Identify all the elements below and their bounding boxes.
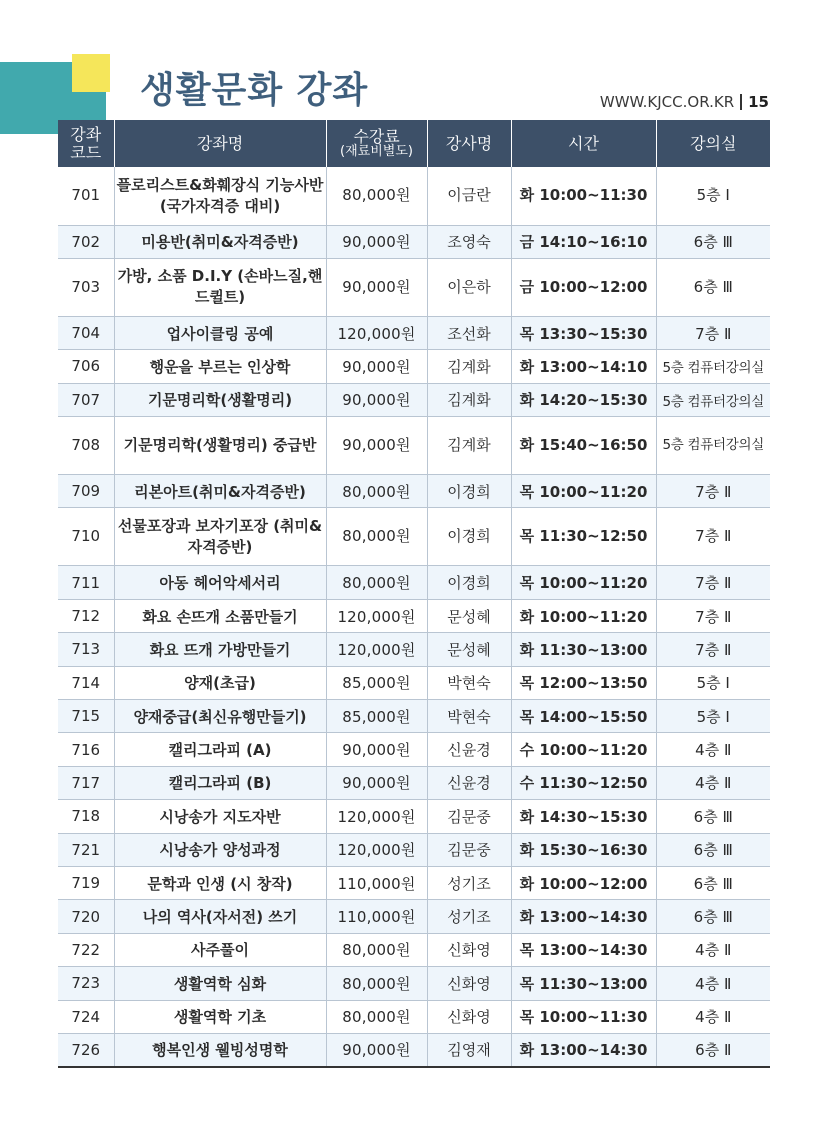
course-name: 기문명리학(생활명리) — [114, 383, 326, 416]
course-room: 6층 Ⅲ — [656, 866, 770, 899]
course-instructor: 김문중 — [427, 833, 511, 866]
course-name: 나의 역사(자서전) 쓰기 — [114, 900, 326, 933]
course-fee: 120,000원 — [326, 316, 427, 349]
course-code: 716 — [58, 733, 114, 766]
course-time: 화 15:30~16:30 — [511, 833, 656, 866]
course-code: 713 — [58, 633, 114, 666]
course-instructor: 조영숙 — [427, 225, 511, 258]
table-row — [58, 475, 770, 508]
course-fee: 110,000원 — [326, 900, 427, 933]
course-room: 7층 Ⅱ — [656, 566, 770, 599]
course-room: 7층 Ⅱ — [656, 599, 770, 632]
course-time: 화 11:30~13:00 — [511, 633, 656, 666]
course-fee: 120,000원 — [326, 800, 427, 833]
course-time: 화 10:00~12:00 — [511, 866, 656, 899]
course-name: 사주풀이 — [114, 933, 326, 966]
course-name: 캘리그라피 (A) — [114, 733, 326, 766]
course-time: 목 13:00~14:30 — [511, 933, 656, 966]
course-code: 704 — [58, 316, 114, 349]
course-instructor: 김계화 — [427, 383, 511, 416]
course-room: 7층 Ⅱ — [656, 475, 770, 508]
course-time: 화 14:30~15:30 — [511, 800, 656, 833]
column-header-time: 시간 — [511, 120, 656, 167]
table-row — [58, 866, 770, 899]
table-row — [58, 225, 770, 258]
course-name: 생활역학 기초 — [114, 1000, 326, 1033]
course-code: 711 — [58, 566, 114, 599]
table-row — [58, 316, 770, 349]
course-fee: 85,000원 — [326, 666, 427, 699]
course-instructor: 조선화 — [427, 316, 511, 349]
course-fee: 80,000원 — [326, 566, 427, 599]
course-code: 710 — [58, 508, 114, 566]
table-row — [58, 350, 770, 383]
course-instructor: 문성혜 — [427, 599, 511, 632]
column-header-room: 강의실 — [656, 120, 770, 167]
course-instructor: 박현숙 — [427, 700, 511, 733]
course-code: 719 — [58, 866, 114, 899]
course-fee: 80,000원 — [326, 1000, 427, 1033]
course-time: 화 13:00~14:10 — [511, 350, 656, 383]
course-time: 목 10:00~11:20 — [511, 475, 656, 508]
course-room: 5층 Ⅰ — [656, 700, 770, 733]
course-fee: 80,000원 — [326, 933, 427, 966]
course-instructor: 김문중 — [427, 800, 511, 833]
table-row — [58, 383, 770, 416]
course-time: 목 12:00~13:50 — [511, 666, 656, 699]
course-instructor: 김계화 — [427, 417, 511, 475]
course-code: 723 — [58, 967, 114, 1000]
course-name: 리본아트(취미&자격증반) — [114, 475, 326, 508]
table-row — [58, 933, 770, 966]
course-name: 시낭송가 지도자반 — [114, 800, 326, 833]
course-name: 미용반(취미&자격증반) — [114, 225, 326, 258]
course-room: 6층 Ⅱ — [656, 1033, 770, 1066]
course-room: 5층 컴퓨터강의실 — [656, 383, 770, 416]
course-fee: 90,000원 — [326, 1033, 427, 1066]
course-name: 양재중급(최신유행만들기) — [114, 700, 326, 733]
course-time: 화 13:00~14:30 — [511, 900, 656, 933]
course-fee: 80,000원 — [326, 508, 427, 566]
course-fee: 90,000원 — [326, 258, 427, 316]
column-header-instructor: 강사명 — [427, 120, 511, 167]
course-room: 7층 Ⅱ — [656, 316, 770, 349]
course-name: 업사이클링 공예 — [114, 316, 326, 349]
course-room: 7층 Ⅱ — [656, 633, 770, 666]
course-room: 4층 Ⅱ — [656, 967, 770, 1000]
course-time: 화 10:00~11:20 — [511, 599, 656, 632]
course-instructor: 이은하 — [427, 258, 511, 316]
course-time: 수 10:00~11:20 — [511, 733, 656, 766]
course-code: 708 — [58, 417, 114, 475]
course-name: 문학과 인생 (시 창작) — [114, 866, 326, 899]
course-room: 6층 Ⅲ — [656, 258, 770, 316]
column-header-fee — [326, 120, 427, 167]
course-table — [58, 120, 770, 1068]
course-code: 709 — [58, 475, 114, 508]
table-row — [58, 633, 770, 666]
table-row — [58, 766, 770, 799]
fee-header-line2: (재료비별도) — [340, 144, 413, 160]
course-room: 6층 Ⅲ — [656, 800, 770, 833]
column-header-name: 강좌명 — [114, 120, 326, 167]
course-instructor: 박현숙 — [427, 666, 511, 699]
course-fee: 120,000원 — [326, 599, 427, 632]
course-fee: 120,000원 — [326, 833, 427, 866]
course-room: 6층 Ⅲ — [656, 833, 770, 866]
course-time: 화 14:20~15:30 — [511, 383, 656, 416]
course-code: 703 — [58, 258, 114, 316]
site-info — [600, 93, 769, 111]
course-code: 720 — [58, 900, 114, 933]
course-instructor: 신화영 — [427, 933, 511, 966]
course-fee: 110,000원 — [326, 866, 427, 899]
course-time: 금 10:00~12:00 — [511, 258, 656, 316]
course-time: 목 13:30~15:30 — [511, 316, 656, 349]
course-fee: 90,000원 — [326, 766, 427, 799]
course-fee: 90,000원 — [326, 383, 427, 416]
table-row — [58, 599, 770, 632]
course-name: 선물포장과 보자기포장 (취미&자격증반) — [114, 508, 326, 566]
course-name: 플로리스트&화훼장식 기능사반(국가자격증 대비) — [114, 167, 326, 225]
course-time: 목 11:30~13:00 — [511, 967, 656, 1000]
course-name: 캘리그라피 (B) — [114, 766, 326, 799]
course-code: 722 — [58, 933, 114, 966]
course-room: 4층 Ⅱ — [656, 1000, 770, 1033]
code-header-line2: 코드 — [70, 142, 102, 162]
course-time: 화 10:00~11:30 — [511, 167, 656, 225]
course-fee: 80,000원 — [326, 475, 427, 508]
course-code: 724 — [58, 1000, 114, 1033]
course-instructor: 이금란 — [427, 167, 511, 225]
course-fee: 120,000원 — [326, 633, 427, 666]
course-name: 생활역학 심화 — [114, 967, 326, 1000]
course-fee: 80,000원 — [326, 967, 427, 1000]
course-room: 7층 Ⅱ — [656, 508, 770, 566]
course-table-container — [58, 120, 770, 1068]
table-row — [58, 666, 770, 699]
code-header-line1: 강좌 — [70, 124, 102, 144]
table-row — [58, 417, 770, 475]
table-row — [58, 833, 770, 866]
course-instructor: 김계화 — [427, 350, 511, 383]
course-room: 4층 Ⅱ — [656, 733, 770, 766]
course-code: 715 — [58, 700, 114, 733]
course-code: 712 — [58, 599, 114, 632]
table-row — [58, 800, 770, 833]
course-code: 706 — [58, 350, 114, 383]
table-row — [58, 167, 770, 225]
page-title: 생활문화 강좌 — [140, 70, 369, 111]
course-name: 화요 손뜨개 소품만들기 — [114, 599, 326, 632]
page-number: 15 — [748, 93, 769, 111]
course-instructor: 신화영 — [427, 1000, 511, 1033]
course-code: 707 — [58, 383, 114, 416]
column-header-code — [58, 120, 114, 167]
course-time: 목 10:00~11:20 — [511, 566, 656, 599]
course-time: 화 13:00~14:30 — [511, 1033, 656, 1066]
table-row — [58, 508, 770, 566]
course-time: 화 15:40~16:50 — [511, 417, 656, 475]
course-fee: 90,000원 — [326, 733, 427, 766]
course-instructor: 이경희 — [427, 475, 511, 508]
table-row — [58, 700, 770, 733]
course-instructor: 신윤경 — [427, 766, 511, 799]
course-instructor: 신윤경 — [427, 733, 511, 766]
table-row — [58, 1000, 770, 1033]
table-row — [58, 258, 770, 316]
table-row — [58, 566, 770, 599]
header-decoration-yellow-square — [72, 54, 110, 92]
course-room: 5층 컴퓨터강의실 — [656, 350, 770, 383]
course-code: 718 — [58, 800, 114, 833]
course-name: 화요 뜨개 가방만들기 — [114, 633, 326, 666]
divider — [740, 94, 742, 110]
course-fee: 80,000원 — [326, 167, 427, 225]
course-room: 4층 Ⅱ — [656, 933, 770, 966]
table-row — [58, 733, 770, 766]
course-room: 5층 컴퓨터강의실 — [656, 417, 770, 475]
course-instructor: 성기조 — [427, 866, 511, 899]
course-time: 목 14:00~15:50 — [511, 700, 656, 733]
course-name: 행운을 부르는 인상학 — [114, 350, 326, 383]
course-code: 701 — [58, 167, 114, 225]
course-fee: 90,000원 — [326, 417, 427, 475]
course-name: 시낭송가 양성과정 — [114, 833, 326, 866]
course-room: 5층 Ⅰ — [656, 167, 770, 225]
fee-header-line1: 수강료 — [353, 126, 400, 146]
course-name: 양재(초급) — [114, 666, 326, 699]
course-name: 행복인생 웰빙성명학 — [114, 1033, 326, 1066]
table-row — [58, 1033, 770, 1066]
course-time: 목 10:00~11:30 — [511, 1000, 656, 1033]
course-room: 5층 Ⅰ — [656, 666, 770, 699]
course-time: 목 11:30~12:50 — [511, 508, 656, 566]
course-fee: 85,000원 — [326, 700, 427, 733]
course-fee: 90,000원 — [326, 225, 427, 258]
course-code: 702 — [58, 225, 114, 258]
course-instructor: 신화영 — [427, 967, 511, 1000]
course-instructor: 김영재 — [427, 1033, 511, 1066]
course-room: 6층 Ⅲ — [656, 225, 770, 258]
course-code: 714 — [58, 666, 114, 699]
course-name: 아동 헤어악세서리 — [114, 566, 326, 599]
table-row — [58, 900, 770, 933]
course-name: 가방, 소품 D.I.Y (손바느질,핸드퀼트) — [114, 258, 326, 316]
course-time: 금 14:10~16:10 — [511, 225, 656, 258]
course-code: 721 — [58, 833, 114, 866]
table-header-row — [58, 120, 770, 167]
course-name: 기문명리학(생활명리) 중급반 — [114, 417, 326, 475]
course-code: 726 — [58, 1033, 114, 1066]
course-room: 6층 Ⅲ — [656, 900, 770, 933]
course-instructor: 이경희 — [427, 508, 511, 566]
course-code: 717 — [58, 766, 114, 799]
course-room: 4층 Ⅱ — [656, 766, 770, 799]
course-instructor: 성기조 — [427, 900, 511, 933]
table-row — [58, 967, 770, 1000]
course-time: 수 11:30~12:50 — [511, 766, 656, 799]
course-instructor: 문성혜 — [427, 633, 511, 666]
course-fee: 90,000원 — [326, 350, 427, 383]
course-instructor: 이경희 — [427, 566, 511, 599]
website-url: WWW.KJCC.OR.KR — [599, 93, 735, 111]
